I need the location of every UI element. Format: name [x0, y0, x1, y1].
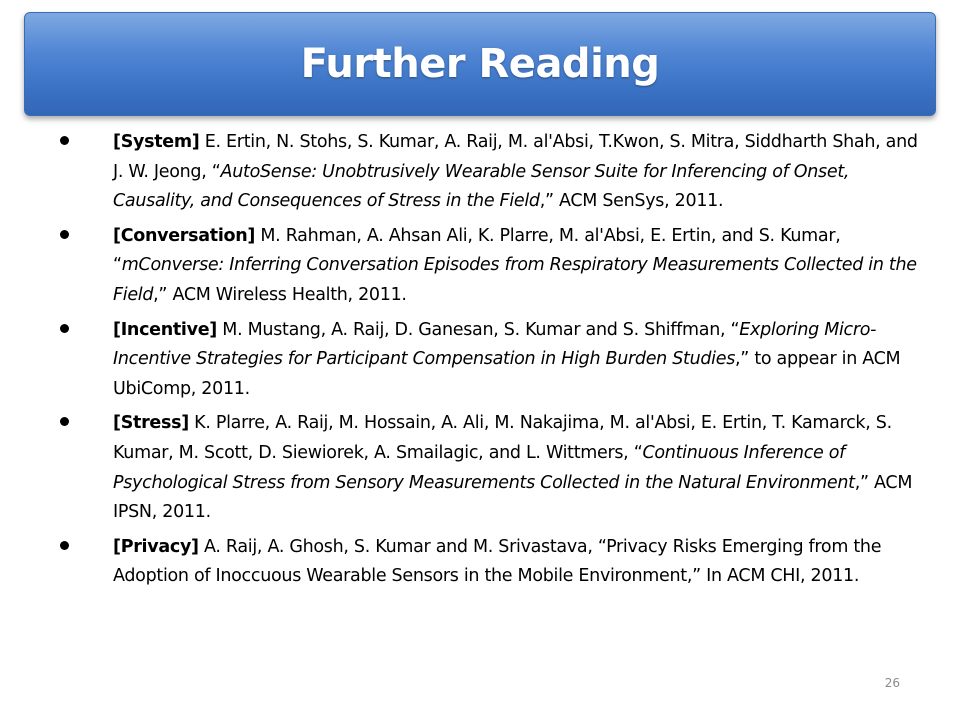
reference-venue: ,” ACM SenSys, 2011.	[539, 191, 724, 212]
reference-venue: ,” to appear in ACM UbiComp, 2011.	[113, 349, 901, 399]
reference-venue: ,” ACM Wireless Health, 2011.	[153, 284, 407, 305]
page-number: 26	[884, 676, 900, 690]
bullet-icon	[60, 324, 69, 333]
reference-authors: M. Rahman, A. Ahsan Ali, K. Plarre, M. al'Absi, E. Ertin, and S. Kumar, “	[113, 225, 841, 276]
reference-list	[60, 128, 920, 592]
reference-tag: [Privacy]	[113, 536, 199, 557]
reference-item-conversation	[60, 222, 920, 311]
reference-title: AutoSense: Unobtrusively Wearable Sensor Suite for Inferencing of Onset, Causality, and Consequences of Stress in the Field	[113, 161, 850, 212]
reference-list-container	[60, 128, 920, 597]
title-banner	[24, 12, 936, 116]
reference-item-privacy	[60, 533, 920, 592]
reference-tag: [Conversation]	[113, 225, 256, 246]
bullet-icon	[60, 541, 69, 550]
reference-authors: M. Mustang, A. Raij, D. Ganesan, S. Kumar and S. Shiffman, “	[217, 319, 740, 340]
reference-title: mConverse: Inferring Conversation Episodes from Respiratory Measurements Collected in the Field	[113, 255, 917, 305]
reference-authors: K. Plarre, A. Raij, M. Hossain, A. Ali, M. Nakajima, M. al'Absi, E. Ertin, T. Kamarck, S. Kumar, M. Scott, D. Siewiorek, A. Smailagic, and L. Wittmers, “	[113, 413, 892, 463]
reference-venue: ,” ACM IPSN, 2011.	[113, 472, 913, 523]
reference-item-stress	[60, 409, 920, 527]
reference-tag: [Incentive]	[113, 319, 218, 340]
bullet-icon	[60, 230, 69, 239]
bullet-icon	[60, 136, 69, 145]
reference-item-incentive	[60, 316, 920, 405]
reference-authors: E. Ertin, N. Stohs, S. Kumar, A. Raij, M. al'Absi, T.Kwon, S. Mitra, Siddharth Shah, and J. W. Jeong, “	[113, 132, 918, 182]
reference-tag: [Stress]	[113, 413, 189, 434]
reference-authors: A. Raij, A. Ghosh, S. Kumar and M. Srivastava, “Privacy Risks Emerging from the Adoption of Inoccuous Wearable Sensors in the Mobile Environment,” In ACM CHI, 2011.	[113, 536, 882, 587]
slide-title: Further Reading	[300, 41, 660, 87]
bullet-icon	[60, 417, 69, 426]
reference-item-system	[60, 128, 920, 217]
reference-title: Continuous Inference of Psychological Stress from Sensory Measurements Collected in the Natural Environment	[113, 442, 855, 493]
reference-title: Exploring Micro-Incentive Strategies for Participant Compensation in High Burden Studies	[113, 319, 877, 370]
reference-tag: [System]	[113, 132, 200, 152]
